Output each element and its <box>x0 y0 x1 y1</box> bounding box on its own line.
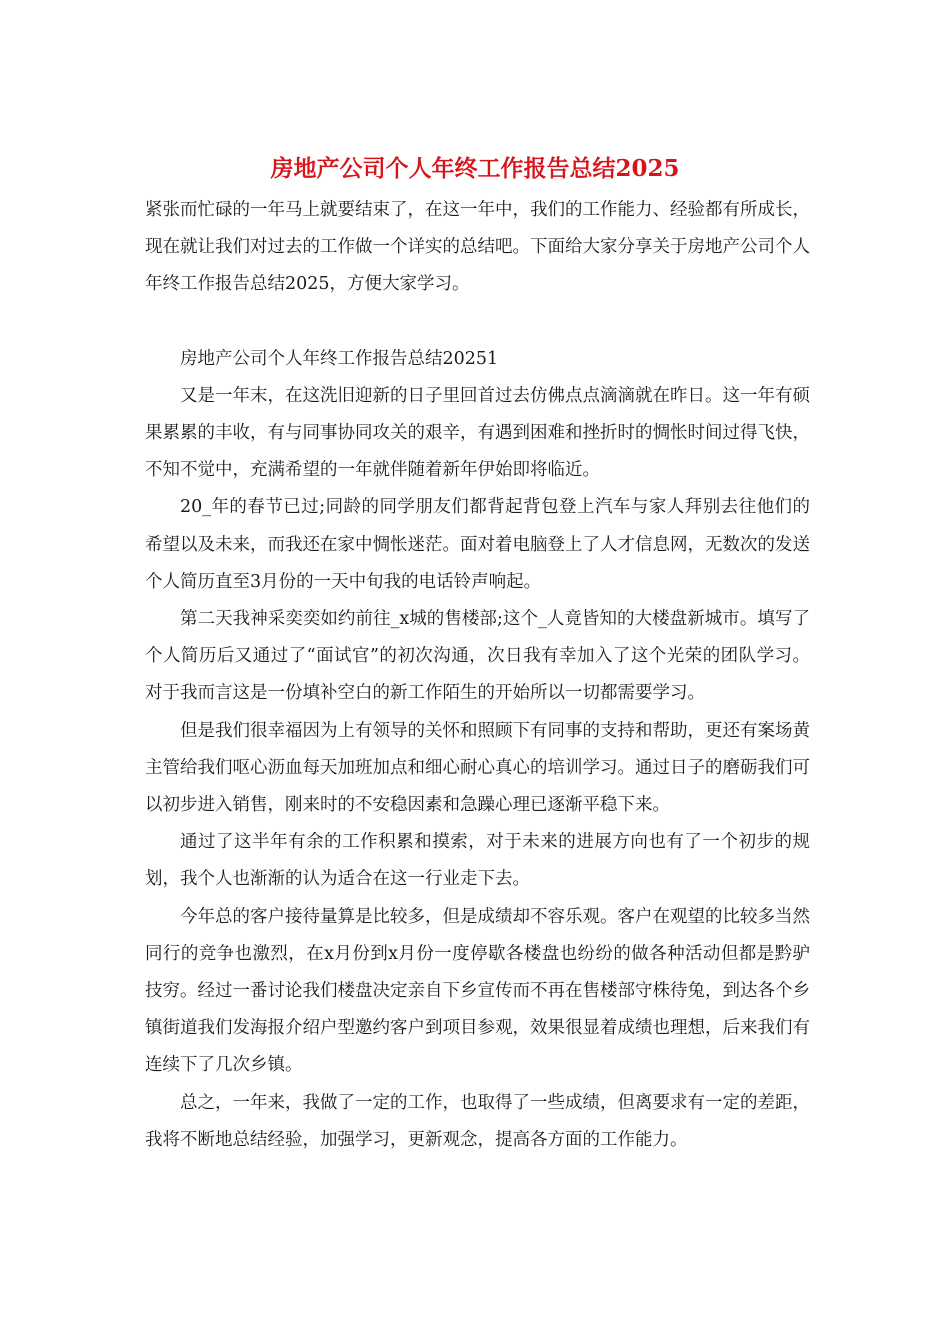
body-paragraph-7: 总之，一年来，我做了一定的工作，也取得了一些成绩，但离要求有一定的差距，我将不断地总结经验，加强学习，更新观念，提高各方面的工作能力。 <box>145 1092 810 1150</box>
intro-paragraph: 紧张而忙碌的一年马上就要结束了，在这一年中，我们的工作能力、经验都有所成长，现在就让我们对过去的工作做一个详实的总结吧。下面给大家分享关于房地产公司个人年终工作报告总结2025，方便大家学习。 <box>145 200 810 295</box>
body-paragraph-1: 又是一年末，在这洗旧迎新的日子里回首过去仿佛点点滴滴就在昨日。这一年有硕果累累的丰收，有与同事协同攻关的艰辛，有遇到困难和挫折时的惆怅时间过得飞快，不知不觉中，充满希望的一年就伴随着新年伊始即将临近。 <box>145 385 810 481</box>
document-body <box>145 192 810 1159</box>
body-paragraph-6: 今年总的客户接待量算是比较多，但是成绩却不容乐观。客户在观望的比较多当然同行的竞争也激烈，在x月份到x月份一度停歇各楼盘也纷纷的做各种活动但都是黔驴技穷。经过一番讨论我们楼盘决定亲自下乡宣传而不再在售楼部守株待兔，到达各个乡镇街道我们发海报介绍户型邀约客户到项目参观，效果很显着成绩也理想，后来我们有连续下了几次乡镇。 <box>145 906 810 1076</box>
body-paragraph-3: 第二天我神采奕奕如约前往_x城的售楼部;这个_人竟皆知的大楼盘新城市。填写了个人简历后又通过了“面试官”的初次沟通，次日我有幸加入了这个光荣的团队学习。对于我而言这是一份填补空白的新工作陌生的开始所以一切都需要学习。 <box>145 609 810 704</box>
paragraph-spacer <box>145 304 810 341</box>
body-paragraph-5: 通过了这半年有余的工作积累和摸索，对于未来的进展方向也有了一个初步的规划，我个人也渐渐的认为适合在这一行业走下去。 <box>145 832 810 890</box>
body-paragraph-4: 但是我们很幸福因为上有领导的关怀和照顾下有同事的支持和帮助，更还有案场黄主管给我们呕心沥血每天加班加点和细心耐心真心的培训学习。通过日子的磨砺我们可以初步进入销售，刚来时的不安稳因素和急躁心理已逐渐平稳下来。 <box>145 720 810 816</box>
section-heading: 房地产公司个人年终工作报告总结20251 <box>180 348 499 369</box>
body-paragraph-2: 20_年的春节已过;同龄的同学朋友们都背起背包登上汽车与家人拜别去往他们的希望以及未来，而我还在家中惆怅迷茫。面对着电脑登上了人才信息网，无数次的发送个人简历直至3月份的一天中旬我的电话铃声响起。 <box>145 497 810 592</box>
document-title: 房地产公司个人年终工作报告总结2025 <box>270 155 680 182</box>
